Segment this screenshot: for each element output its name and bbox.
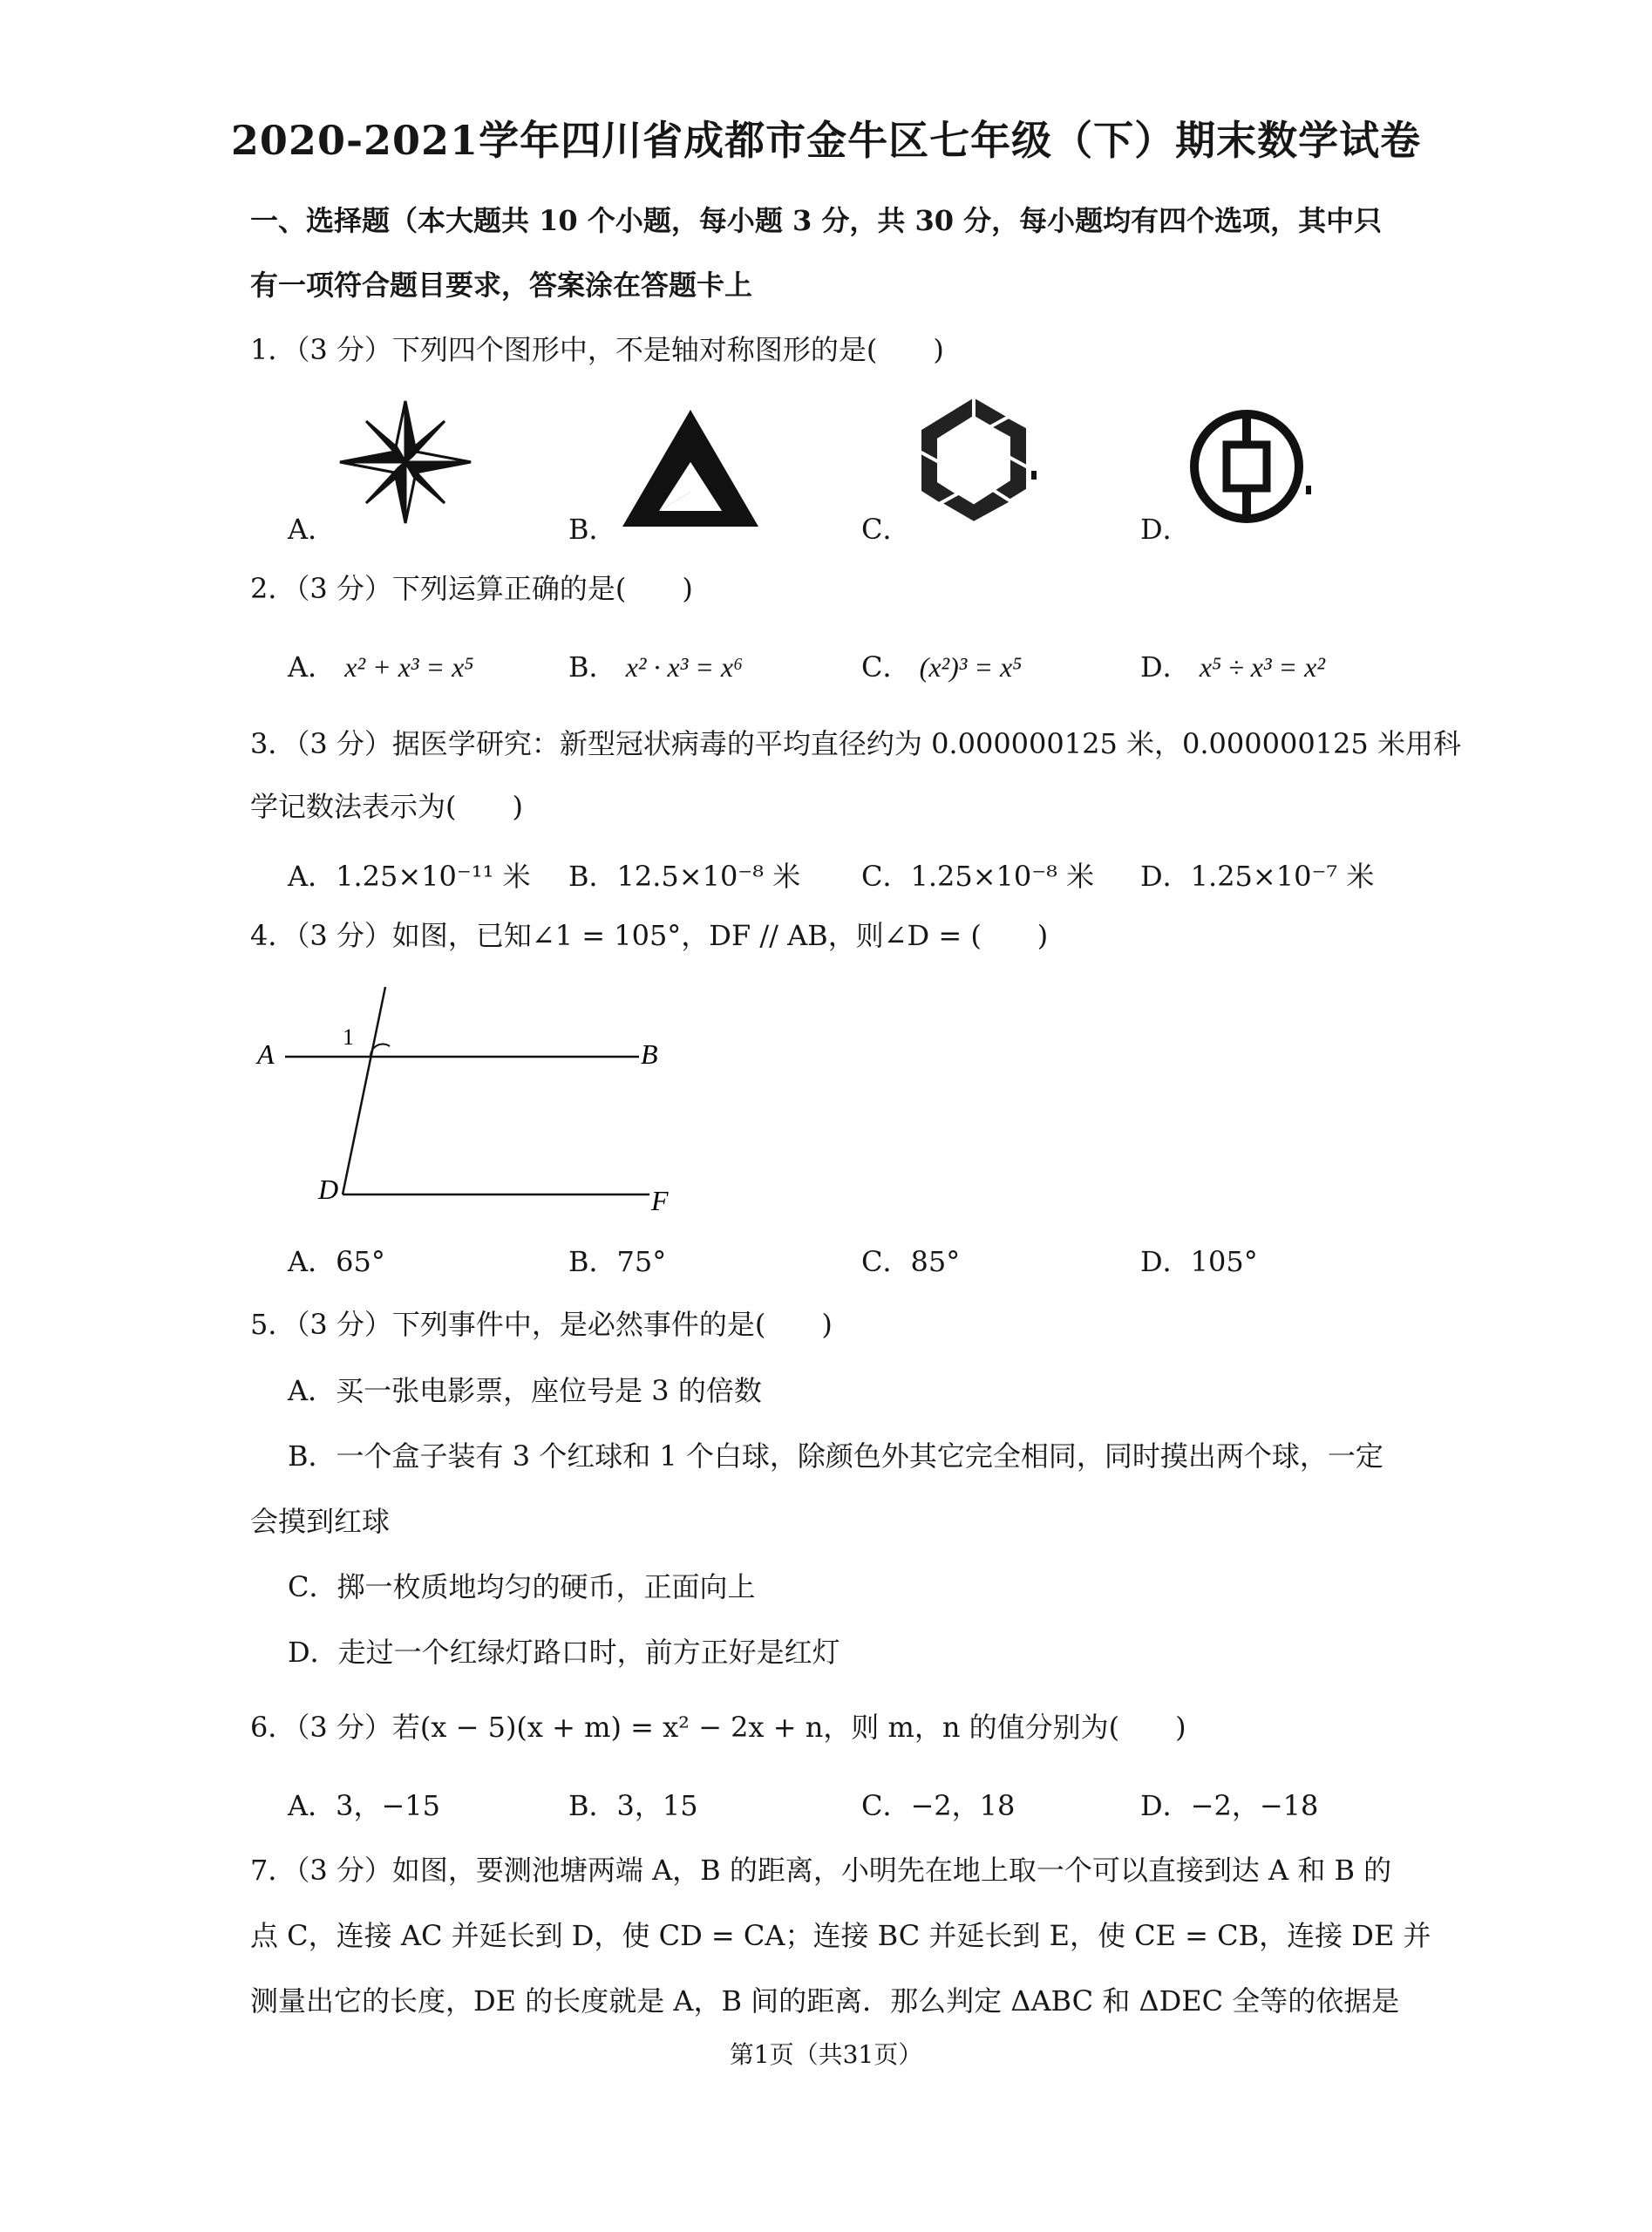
q6-option-b[interactable]: B．3，15	[568, 1789, 698, 1822]
q1-option-a[interactable]: A．	[288, 513, 337, 546]
q4-stem: 4．（3 分）如图，已知∠1 = 105°，DF // AB，则∠D = ( )	[250, 919, 1049, 952]
point-a-label: A	[257, 1038, 275, 1070]
angle-1-label: 1	[343, 1024, 354, 1050]
q4-option-c[interactable]: C．85°	[861, 1245, 961, 1278]
q3-option-a[interactable]: A．1.25×10⁻¹¹ 米	[288, 860, 531, 893]
q5-option-a[interactable]: A．买一张电影票，座位号是 3 的倍数	[288, 1374, 762, 1407]
q6-option-a[interactable]: A．3，−15	[288, 1789, 441, 1822]
q2-option-b-letter: B．	[568, 650, 617, 684]
hexagon-swirl-figure	[911, 394, 1042, 529]
q6-option-c[interactable]: C．−2，18	[861, 1789, 1016, 1822]
coin-figure	[1187, 405, 1318, 527]
q6-option-d[interactable]: D．−2，−18	[1140, 1789, 1319, 1822]
q5-option-b-line1[interactable]: B．一个盒子装有 3 个红球和 1 个白球，除颜色外其它完全相同，同时摸出两个球，一定	[288, 1439, 1383, 1473]
q2-option-a-expr: x² + x³ = x⁵	[344, 651, 474, 683]
q2-option-c-letter: C．	[861, 650, 911, 684]
q2-stem: 2．（3 分）下列运算正确的是( )	[250, 572, 693, 605]
q2-option-c[interactable]	[861, 645, 1022, 685]
q6-stem: 6．（3 分）若(x − 5)(x + m) = x² − 2x + n，则 m，n 的值分别为( )	[250, 1711, 1186, 1744]
q2-option-c-expr: (x²)³ = x⁵	[919, 651, 1023, 683]
point-f-label: F	[651, 1185, 669, 1216]
q3-option-c[interactable]: C．1.25×10⁻⁸ 米	[861, 860, 1095, 893]
q3-stem-line1: 3．（3 分）据医学研究：新型冠状病毒的平均直径约为 0.000000125 米，0.000000125 米用科	[250, 727, 1461, 760]
q5-option-c[interactable]: C．掷一枚质地均匀的硬币，正面向上	[288, 1570, 756, 1603]
q2-option-a[interactable]	[288, 645, 473, 685]
q5-option-d[interactable]: D．走过一个红绿灯路口时，前方正好是红灯	[288, 1636, 840, 1669]
q1-option-c[interactable]: C．	[861, 513, 911, 546]
q1-option-d[interactable]: D．	[1140, 513, 1191, 546]
section-heading-line2: 有一项符合题目要求，答案涂在答题卡上	[250, 269, 753, 302]
q2-option-a-letter: A．	[288, 650, 337, 684]
q2-option-d-letter: D．	[1140, 650, 1191, 684]
point-b-label: B	[641, 1038, 658, 1070]
q4-option-a[interactable]: A．65°	[288, 1245, 385, 1278]
triangle-figure	[621, 408, 760, 530]
q2-option-d[interactable]	[1140, 645, 1325, 685]
parallel-lines-figure	[248, 976, 684, 1221]
q1-stem: 1．（3 分）下列四个图形中，不是轴对称图形的是( )	[250, 333, 944, 366]
q5-option-b-line2[interactable]: 会摸到红球	[250, 1505, 391, 1538]
q2-option-b[interactable]	[568, 645, 743, 685]
q2-option-b-expr: x² · x³ = x⁶	[625, 651, 744, 683]
q3-stem-line2: 学记数法表示为( )	[250, 790, 523, 823]
q7-stem-line1: 7．（3 分）如图，要测池塘两端 A，B 的距离，小明先在地上取一个可以直接到达 A 和 B 的	[250, 1854, 1392, 1887]
q7-stem-line2: 点 C，连接 AC 并延长到 D，使 CD = CA；连接 BC 并延长到 E，使 CE = CB，连接 DE 并	[250, 1919, 1431, 1952]
q1-option-b[interactable]: B．	[568, 513, 617, 546]
q3-option-b[interactable]: B．12.5×10⁻⁸ 米	[568, 860, 801, 893]
q3-option-d[interactable]: D．1.25×10⁻⁷ 米	[1140, 860, 1375, 893]
page-title: 2020-2021学年四川省成都市金牛区七年级（下）期末数学试卷	[230, 117, 1422, 164]
page-footer: 第1页（共31页）	[729, 2040, 923, 2069]
q4-option-b[interactable]: B．75°	[568, 1245, 667, 1278]
q7-stem-line3: 测量出它的长度，DE 的长度就是 A，B 间的距离．那么判定 ΔABC 和 ΔDEC 全等的依据是	[250, 1984, 1400, 2018]
section-heading-line1: 一、选择题（本大题共 10 个小题，每小题 3 分，共 30 分，每小题均有四个选项，其中只	[250, 204, 1383, 237]
compass-star-figure	[336, 397, 475, 527]
q5-stem: 5．（3 分）下列事件中，是必然事件的是( )	[250, 1308, 833, 1341]
q4-option-d[interactable]: D．105°	[1140, 1245, 1258, 1278]
q2-option-d-expr: x⁵ ÷ x³ = x²	[1199, 651, 1325, 683]
point-d-label: D	[318, 1174, 339, 1205]
